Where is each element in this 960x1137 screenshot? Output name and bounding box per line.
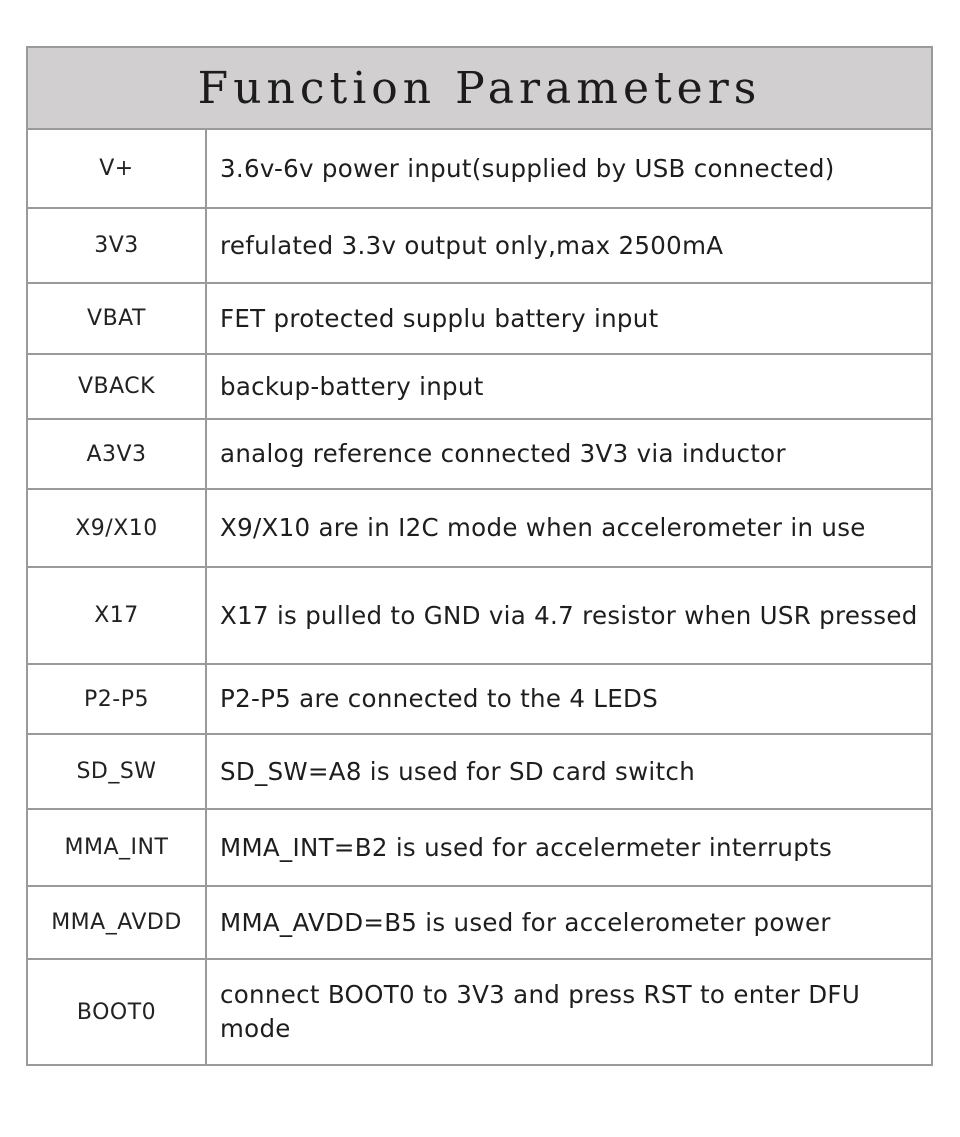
param-name: 3V3 <box>27 208 206 283</box>
table-row <box>27 959 932 1065</box>
table-row <box>27 283 932 354</box>
table-row <box>27 419 932 489</box>
table-row <box>27 489 932 567</box>
param-description: X9/X10 are in I2C mode when accelerometer in use <box>206 489 932 567</box>
param-name: BOOT0 <box>27 959 206 1065</box>
param-name: MMA_AVDD <box>27 886 206 959</box>
param-description: MMA_AVDD=B5 is used for accelerometer power <box>206 886 932 959</box>
table-row <box>27 734 932 809</box>
param-name: A3V3 <box>27 419 206 489</box>
param-description: X17 is pulled to GND via 4.7 resistor when USR pressed <box>206 567 932 664</box>
param-description: analog reference connected 3V3 via inductor <box>206 419 932 489</box>
param-description: connect BOOT0 to 3V3 and press RST to enter DFU mode <box>206 959 932 1065</box>
param-name: X17 <box>27 567 206 664</box>
param-description: 3.6v-6v power input(supplied by USB connected) <box>206 129 932 208</box>
param-description: backup-battery input <box>206 354 932 419</box>
table-title-row <box>27 47 932 129</box>
param-description: P2-P5 are connected to the 4 LEDS <box>206 664 932 734</box>
table-row <box>27 567 932 664</box>
table-row <box>27 664 932 734</box>
function-parameters-table <box>26 46 933 1066</box>
table-row <box>27 809 932 886</box>
param-description: MMA_INT=B2 is used for accelermeter interrupts <box>206 809 932 886</box>
param-name: MMA_INT <box>27 809 206 886</box>
table-title: Function Parameters <box>27 47 932 129</box>
param-name: V+ <box>27 129 206 208</box>
param-name: VBAT <box>27 283 206 354</box>
param-description: SD_SW=A8 is used for SD card switch <box>206 734 932 809</box>
table-row <box>27 129 932 208</box>
param-name: X9/X10 <box>27 489 206 567</box>
param-description: FET protected supplu battery input <box>206 283 932 354</box>
param-name: P2-P5 <box>27 664 206 734</box>
param-name: SD_SW <box>27 734 206 809</box>
param-name: VBACK <box>27 354 206 419</box>
table-row <box>27 354 932 419</box>
table-row <box>27 208 932 283</box>
param-description: refulated 3.3v output only,max 2500mA <box>206 208 932 283</box>
table-row <box>27 886 932 959</box>
